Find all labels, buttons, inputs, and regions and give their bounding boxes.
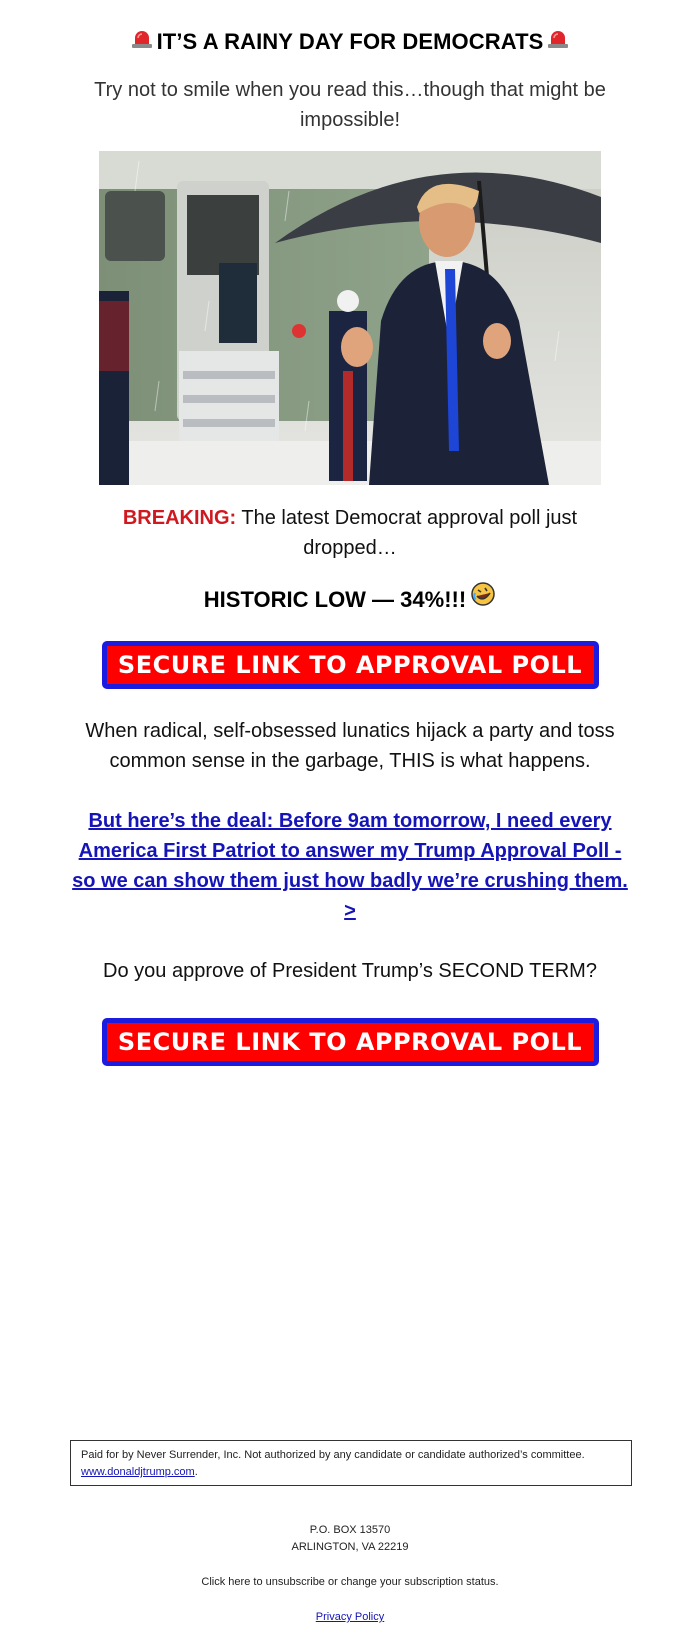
paid-for-disclaimer — [70, 1440, 632, 1486]
historic-low — [0, 584, 700, 618]
breaking-text: The latest Democrat approval poll just dropped… — [236, 507, 578, 559]
approval-poll-link[interactable]: But here’s the deal: Before 9am tomorrow, I need every America First Patriot to answer my Trump Approval Poll - so we can show them just how badly we’re crushing them. > — [72, 810, 628, 922]
headline-text: IT’S A RAINY DAY FOR DEMOCRATS — [156, 29, 544, 54]
approval-poll-button[interactable]: SECURE LINK TO APPROVAL POLL — [102, 641, 599, 689]
mailing-address — [0, 1522, 700, 1556]
approval-poll-button-secondary[interactable]: SECURE LINK TO APPROVAL POLL — [102, 1018, 599, 1066]
subhead: Try not to smile when you read this…though that might be impossible! — [94, 79, 606, 131]
rolling-on-floor-laughing-icon — [470, 581, 496, 615]
privacy-footer — [0, 1609, 700, 1626]
unsubscribe-link[interactable]: Click here to unsubscribe or change your subscription status. — [201, 1576, 499, 1588]
site-link-suffix: . — [194, 1466, 198, 1478]
breaking-news — [90, 503, 610, 563]
historic-text: HISTORIC LOW — 34%!!! — [203, 586, 467, 612]
approval-question: Do you approve of President Trump’s SECOND TERM? — [103, 960, 597, 982]
privacy-policy-link[interactable]: Privacy Policy — [315, 1611, 385, 1623]
body-paragraph: When radical, self-obsessed lunatics hijack a party and toss common sense in the garbage, THIS is what happens. — [85, 720, 615, 772]
address-line-2: ARLINGTON, VA 22219 — [291, 1541, 409, 1553]
paid-for-text: Paid for by Never Surrender, Inc. Not authorized by any candidate or candidate authorized’s committee. — [81, 1449, 585, 1461]
headline — [0, 0, 700, 57]
rotating-light-icon — [131, 26, 153, 56]
hero-photo — [99, 151, 601, 485]
breaking-tag: BREAKING: — [122, 507, 237, 529]
site-link[interactable]: www.donaldjtrump.com — [81, 1466, 195, 1478]
rotating-light-icon — [547, 26, 569, 56]
address-line-1: P.O. BOX 13570 — [309, 1524, 391, 1536]
